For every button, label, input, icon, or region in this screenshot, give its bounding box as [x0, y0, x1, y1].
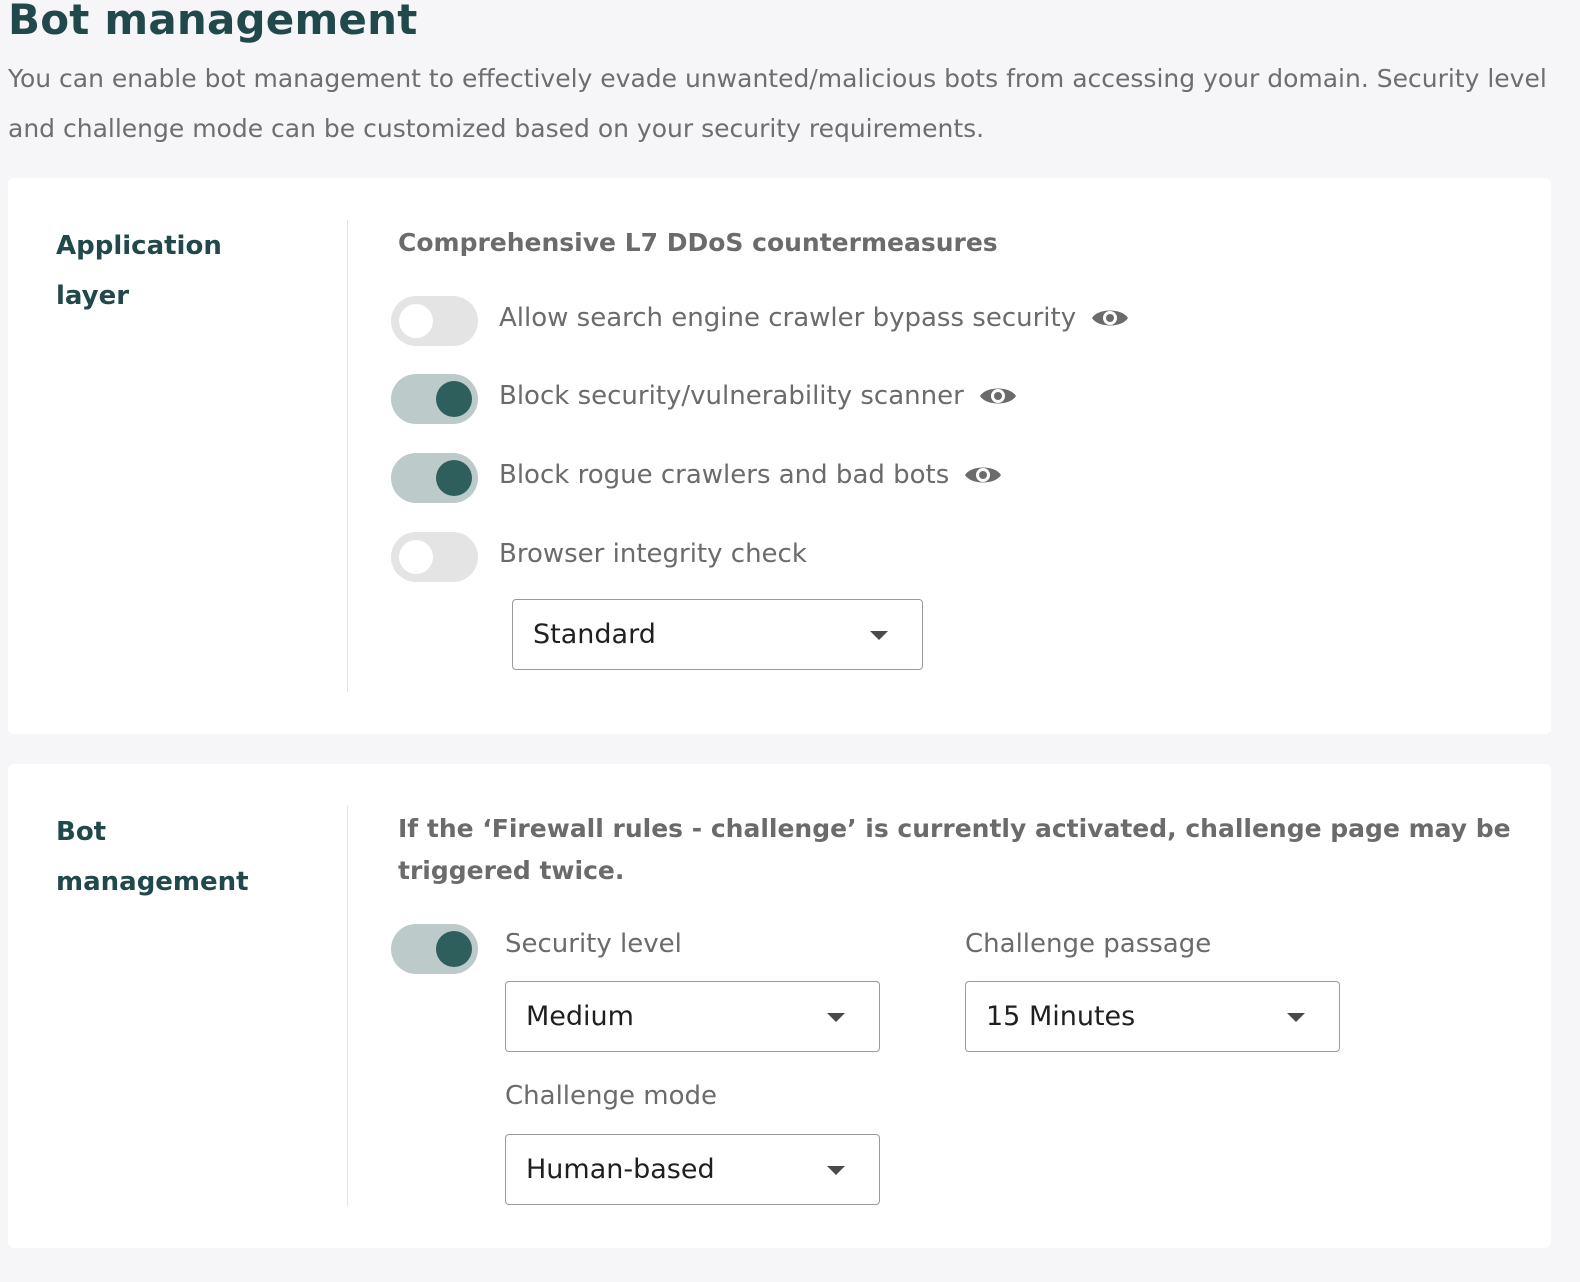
toggle-knob [399, 304, 433, 338]
integrity-level-select[interactable] [512, 599, 923, 670]
firewall-notice: If the ‘Firewall rules - challenge’ is currently activated, challenge page may be triggered twice. [398, 814, 1511, 885]
rogue-crawlers-toggle[interactable] [391, 453, 478, 503]
challenge-passage-value: 15 Minutes [986, 1001, 1136, 1032]
divider [347, 806, 348, 1206]
chevron-down-icon [827, 1013, 845, 1022]
integrity-level-value: Standard [533, 619, 656, 650]
toggle-knob [436, 460, 472, 496]
crawler-bypass-row [499, 293, 1130, 343]
challenge-passage-select[interactable] [965, 981, 1340, 1052]
bot-management-card [8, 764, 1551, 1248]
bot-management-toggle[interactable] [391, 924, 478, 974]
toggle-knob [436, 381, 472, 417]
page-description: You can enable bot management to effectively evade unwanted/malicious bots from accessing your domain. Security level and challenge mode can be customized based on your security requirements. [8, 64, 1547, 143]
eye-icon[interactable] [963, 462, 1003, 488]
chevron-down-icon [870, 631, 888, 640]
crawler-bypass-label: Allow search engine crawler bypass security [499, 303, 1077, 333]
page-title: Bot management [8, 0, 418, 44]
application-layer-label: Application layer [56, 231, 222, 311]
security-level-select[interactable] [505, 981, 880, 1052]
browser-integrity-label: Browser integrity check [499, 539, 807, 569]
rogue-crawlers-row [499, 450, 1003, 500]
security-level-label: Security level [505, 929, 682, 959]
browser-integrity-toggle[interactable] [391, 532, 478, 582]
vulnerability-scanner-label: Block security/vulnerability scanner [499, 381, 964, 411]
challenge-mode-value: Human-based [526, 1154, 715, 1185]
chevron-down-icon [1287, 1013, 1305, 1022]
eye-icon[interactable] [978, 383, 1018, 409]
challenge-mode-select[interactable] [505, 1134, 880, 1205]
divider [347, 220, 348, 692]
bot-management-label: Bot management [56, 817, 249, 897]
eye-icon[interactable] [1090, 305, 1130, 331]
crawler-bypass-toggle[interactable] [391, 296, 478, 346]
chevron-down-icon [827, 1166, 845, 1175]
security-level-value: Medium [526, 1001, 634, 1032]
ddos-section-title: Comprehensive L7 DDoS countermeasures [398, 228, 998, 257]
application-layer-card [8, 178, 1551, 734]
rogue-crawlers-label: Block rogue crawlers and bad bots [499, 460, 950, 490]
challenge-passage-label: Challenge passage [965, 929, 1212, 959]
challenge-mode-label: Challenge mode [505, 1081, 717, 1111]
vulnerability-scanner-toggle[interactable] [391, 374, 478, 424]
toggle-knob [399, 540, 433, 574]
vulnerability-scanner-row [499, 371, 1018, 421]
browser-integrity-row [499, 529, 807, 579]
toggle-knob [436, 931, 472, 967]
